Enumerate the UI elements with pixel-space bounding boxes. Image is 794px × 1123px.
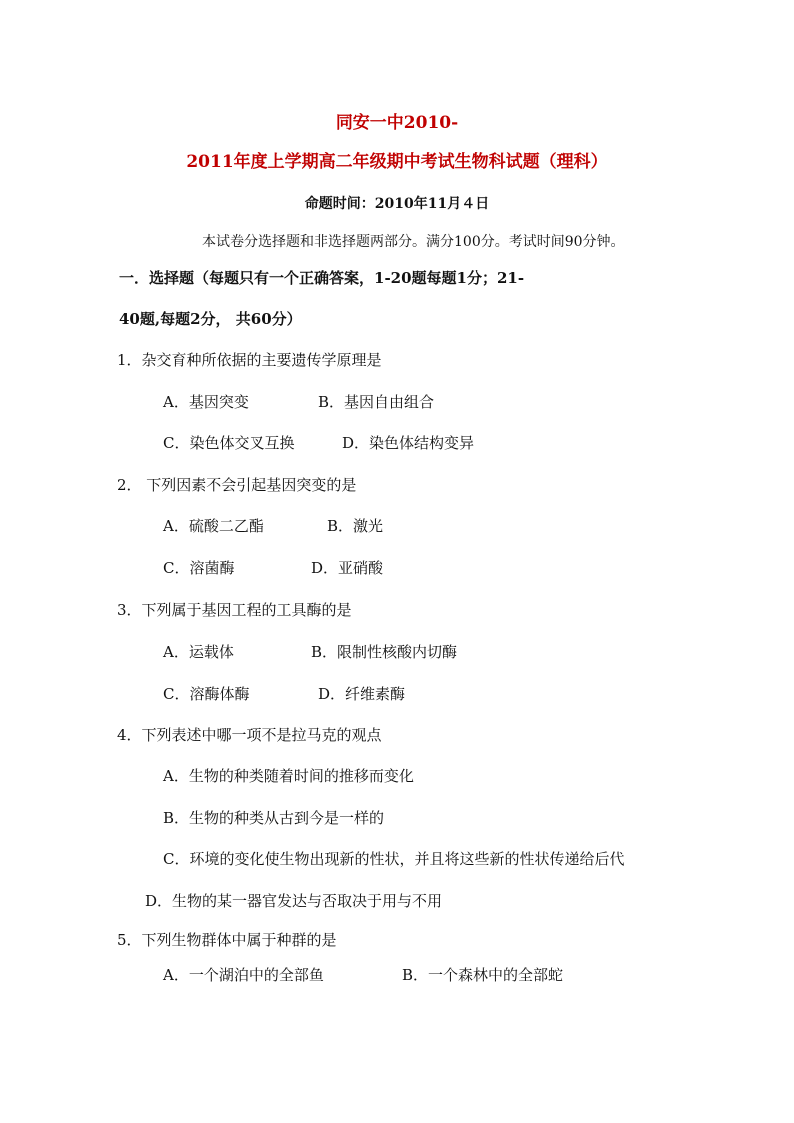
question-2-option-b: B．激光 [327, 517, 384, 535]
section-heading-line1: 一．选择题（每题只有一个正确答案，1-20题每题1分；21- [119, 269, 525, 287]
question-4-option-d: D．生物的某一器官发达与否取决于用与不用 [145, 892, 443, 910]
question-4-option-a: A．生物的种类随着时间的推移而变化 [163, 767, 414, 785]
question-1-option-a: A．基因突变 [163, 393, 249, 411]
question-5-option-a: A．一个湖泊中的全部鱼 [163, 966, 324, 984]
question-2-option-d: D．亚硝酸 [311, 559, 384, 577]
question-2-stem: 2． 下列因素不会引起基因突变的是 [117, 476, 357, 494]
question-1-option-c: C．染色体交叉互换 [163, 434, 295, 452]
section-heading-line2: 40题,每题2分， 共60分） [119, 310, 302, 328]
question-1-option-b: B．基因自由组合 [318, 393, 435, 411]
question-4-stem: 4．下列表述中哪一项不是拉马克的观点 [117, 726, 382, 744]
question-5-stem: 5．下列生物群体中属于种群的是 [117, 931, 337, 949]
question-4-option-b: B．生物的种类从古到今是一样的 [163, 809, 385, 827]
question-3-option-b: B．限制性核酸内切酶 [311, 643, 458, 661]
question-4-option-c: C．环境的变化使生物出现新的性状，并且将这些新的性状传递给后代 [163, 850, 625, 868]
question-2-option-a: A．硫酸二乙酯 [163, 517, 264, 535]
exam-date: 命题时间：2010年11月４日 [304, 196, 490, 212]
question-1-option-d: D．染色体结构变异 [342, 434, 475, 452]
question-3-stem: 3．下列属于基因工程的工具酶的是 [117, 601, 352, 619]
exam-title-line2: 2011年度上学期高二年级期中考试生物科试题（理科） [186, 152, 608, 172]
question-3-option-d: D．纤维素酶 [318, 685, 406, 703]
exam-title-line1: 同安一中2010- [335, 113, 459, 133]
question-3-option-c: C．溶酶体酶 [163, 685, 250, 703]
question-1-stem: 1．杂交育种所依据的主要遗传学原理是 [117, 351, 382, 369]
question-3-option-a: A．运载体 [163, 643, 234, 661]
exam-intro: 本试卷分选择题和非选择题两部分。满分100分。考试时间90分钟。 [202, 234, 625, 250]
question-5-option-b: B．一个森林中的全部蛇 [402, 966, 564, 984]
question-2-option-c: C．溶菌酶 [163, 559, 235, 577]
